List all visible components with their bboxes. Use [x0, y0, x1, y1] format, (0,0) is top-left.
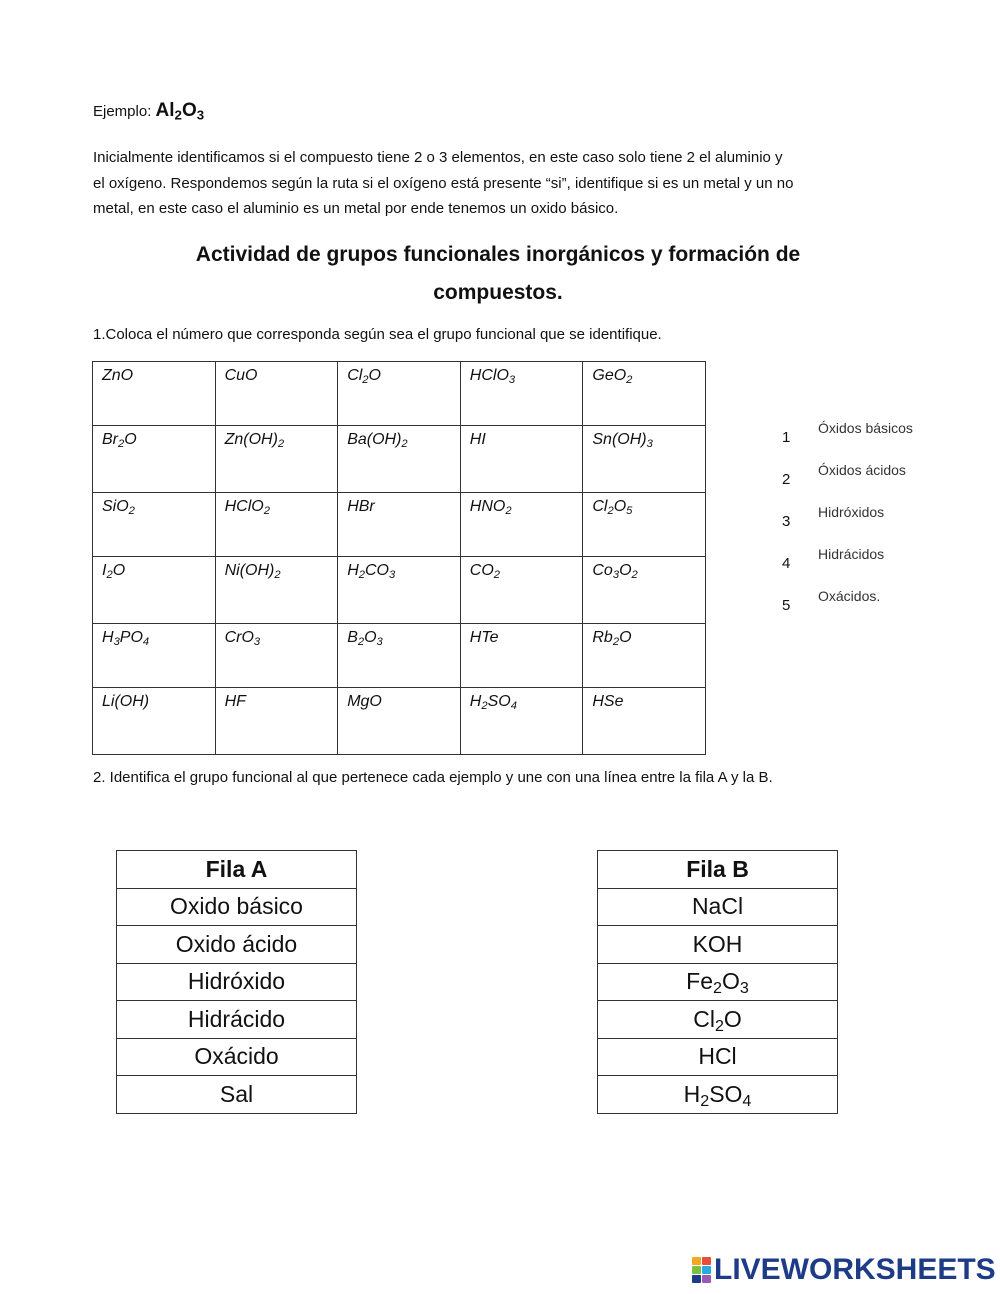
intro-line: Inicialmente identificamos si el compuesto tiene 2 o 3 elementos, en este caso solo tiene 2 el aluminio y	[93, 149, 783, 166]
formula-cell: $B_2O_3$	[338, 624, 461, 688]
formula-cell: $CO_2$	[460, 557, 583, 624]
intro-line: metal, en este caso el aluminio es un metal por ende tenemos un oxido básico.	[93, 200, 619, 217]
fila-a-item: Oxácido	[117, 1038, 357, 1076]
legend-label: Hidróxidos	[818, 504, 885, 520]
formula-cell: $Cl_2O_5$	[583, 493, 706, 557]
fila-a-item: Oxido básico	[117, 888, 357, 926]
grid-row	[93, 362, 706, 426]
grid-row	[93, 557, 706, 624]
question-1: 1.Coloca el número que corresponda según sea el grupo funcional que se identifique.	[93, 326, 662, 343]
formula-cell: MgO	[338, 688, 461, 755]
title-line-1: Actividad de grupos funcionales inorgánicos y formación de	[195, 243, 801, 266]
formula-cell: HClO$_2$	[215, 493, 338, 557]
formula-cell: $Co_3O_2$	[583, 557, 706, 624]
liveworksheets-brand	[692, 1253, 996, 1287]
logo-square	[692, 1275, 701, 1283]
fila-a-item: Hidrácido	[117, 1001, 357, 1039]
formula-cell: HI	[460, 426, 583, 493]
legend-number: 2	[782, 471, 791, 488]
title-line-2: compuestos.	[433, 281, 563, 304]
formula-cell: GeO$_2$	[583, 362, 706, 426]
fila-b-item: NaCl	[598, 888, 838, 926]
formula-cell: $H_2SO_4$	[460, 688, 583, 755]
legend-number: 1	[782, 429, 791, 446]
legend-item	[782, 588, 881, 614]
formula-cell: CrO$_3$	[215, 624, 338, 688]
legend-label: Óxidos ácidos	[818, 462, 906, 478]
grid-row	[93, 624, 706, 688]
fila-a-item: Oxido ácido	[117, 926, 357, 964]
fila-b-item: $Fe_2O_3$	[598, 963, 838, 1001]
formula-cell: CuO	[215, 362, 338, 426]
legend-label: Hidrácidos	[818, 546, 885, 562]
formula-cell: $H_2CO_3$	[338, 557, 461, 624]
legend-label: Oxácidos.	[818, 588, 881, 604]
logo-square	[702, 1257, 711, 1265]
formula-cell: HClO$_3$	[460, 362, 583, 426]
example-formula: $Al_2O_3$	[155, 100, 205, 123]
fila-b-item: $Cl_2O$	[598, 1001, 838, 1039]
logo-square	[692, 1266, 701, 1274]
formula-cell: $Ba(OH)_2$	[338, 426, 461, 493]
formula-cell: $Zn(OH)_2$	[215, 426, 338, 493]
grid-row	[93, 426, 706, 493]
intro-paragraph	[93, 145, 873, 222]
example-line	[93, 100, 204, 122]
intro-line: el oxígeno. Respondemos según la ruta si el oxígeno está presente “si”, identifique si es un metal y un no	[93, 174, 794, 192]
example-label: Ejemplo:	[93, 103, 152, 120]
formula-cell: $Ni(OH)_2$	[215, 557, 338, 624]
legend-item	[782, 504, 885, 530]
fila-b-item: KOH	[598, 926, 838, 964]
brand-text: LIVEWORKSHEETS	[714, 1253, 996, 1286]
fila-a-header: Fila A	[117, 851, 357, 889]
formula-cell: ZnO	[93, 362, 216, 426]
liveworksheets-logo-icon	[692, 1257, 711, 1283]
logo-square	[692, 1257, 701, 1265]
formula-cell: $H_3PO_4$	[93, 624, 216, 688]
legend-label: Óxidos básicos	[818, 420, 913, 436]
formula-cell: $I_2O$	[93, 557, 216, 624]
logo-square	[702, 1275, 711, 1283]
formula-cell: HTe	[460, 624, 583, 688]
formula-cell: HSe	[583, 688, 706, 755]
formula-cell: $Sn(OH)_3$	[583, 426, 706, 493]
fila-b-item: HCl	[598, 1038, 838, 1076]
grid-row	[93, 688, 706, 755]
formula-cell: $HNO_2$	[460, 493, 583, 557]
formula-cell: Li(OH)	[93, 688, 216, 755]
legend-item	[782, 546, 885, 572]
formula-cell: HBr	[338, 493, 461, 557]
formula-grid	[92, 361, 706, 755]
page-title	[93, 236, 903, 312]
legend-item	[782, 420, 913, 446]
formula-cell: $Cl_2O$	[338, 362, 461, 426]
grid-row	[93, 493, 706, 557]
fila-b-header: Fila B	[598, 851, 838, 889]
fila-b-item: $H_2SO_4$	[598, 1076, 838, 1114]
formula-cell: SiO$_2$	[93, 493, 216, 557]
fila-a-item: Sal	[117, 1076, 357, 1114]
question-2: 2. Identifica el grupo funcional al que pertenece cada ejemplo y une con una línea entre la fila A y la B.	[93, 769, 773, 786]
legend-number: 4	[782, 555, 791, 572]
fila-b-table	[597, 850, 838, 1114]
formula-cell: $Rb_2O$	[583, 624, 706, 688]
formula-cell: HF	[215, 688, 338, 755]
fila-a-item: Hidróxido	[117, 963, 357, 1001]
legend-item	[782, 462, 906, 488]
legend-number: 5	[782, 597, 791, 614]
formula-cell: $Br_2O$	[93, 426, 216, 493]
legend-number: 3	[782, 513, 791, 530]
logo-square	[702, 1266, 711, 1274]
fila-a-table	[116, 850, 357, 1114]
